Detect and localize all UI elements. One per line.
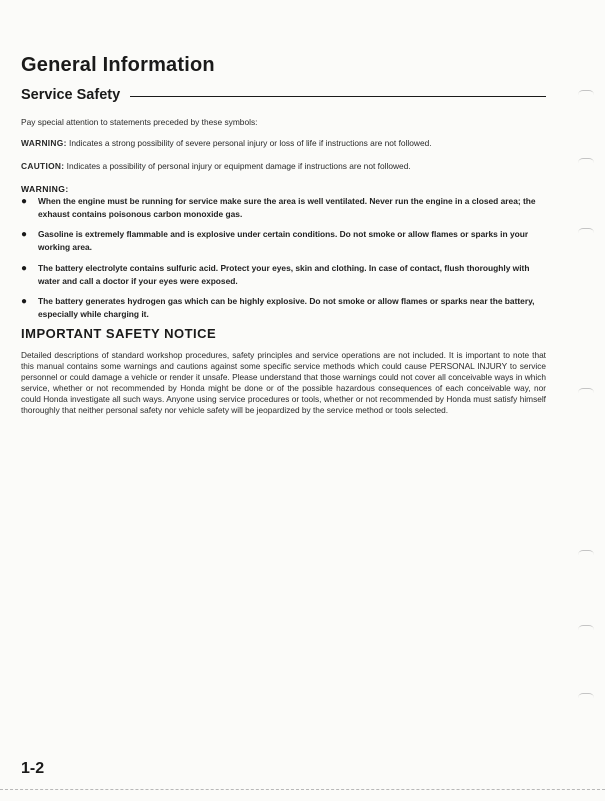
warning-heading: WARNING: (21, 184, 69, 194)
warning-item-text: The battery electrolyte contains sulfuric acid. Protect your eyes, skin and clothing. In case of contact, flush thoroughly with water and call a doctor if your eyes were exposed. (38, 263, 530, 286)
binding-hole-mark (578, 625, 594, 630)
page-title: General Information (21, 54, 215, 76)
warning-definition-text: Indicates a strong possibility of severe personal injury or loss of life if instructions are not followed. (69, 138, 432, 148)
binding-hole-mark (578, 388, 594, 393)
warning-item-electrolyte (21, 262, 546, 288)
section-header (21, 85, 546, 105)
warning-item-gasoline (21, 228, 546, 254)
section-rule (130, 96, 546, 97)
binding-hole-mark (578, 550, 594, 555)
binding-hole-mark (578, 228, 594, 233)
warning-item-text: Gasoline is extremely flammable and is explosive under certain conditions. Do not smoke or allow flames or sparks in your working area. (38, 229, 529, 252)
warning-label: WARNING: (21, 138, 67, 148)
bullet-icon: ● (21, 229, 28, 240)
notice-text: Detailed descriptions of standard workshop procedures, safety principles and service operations are not included. It is important to note that this manual contains some warnings and cautions against some specific service methods which could cause PERSONAL INJURY to service personnel or could damage a vehicle or render it unsafe. Please understand that those warnings could not cover all conceivable ways in which service, whether or not recommended by Honda might be done or of the possible hazardous consequences of each conceivable way, nor could Honda investigate all such ways. Anyone using service procedures or tools, whether or not recommended by Honda must satisfy himself thoroughly that neither personal safety nor vehicle safety will be jeopardized by the service method or tools selected. (21, 350, 546, 416)
warning-item-ventilation (21, 195, 546, 221)
binding-hole-mark (578, 90, 594, 95)
caution-label: CAUTION: (21, 161, 65, 171)
bottom-rule (0, 789, 605, 790)
warning-item-text: When the engine must be running for service make sure the area is well ventilated. Never run the engine in a closed area; the exhaust contains poisonous carbon monoxide gas. (38, 196, 536, 219)
warning-definition (21, 137, 546, 150)
bullet-icon: ● (21, 263, 28, 274)
caution-definition (21, 160, 546, 173)
caution-definition-text: Indicates a possibility of personal injury or equipment damage if instructions are not followed. (66, 161, 411, 171)
binding-hole-mark (578, 158, 594, 163)
warning-item-hydrogen (21, 295, 546, 321)
warning-item-text: The battery generates hydrogen gas which can be highly explosive. Do not smoke or allow flames or sparks near the battery, especially while charging it. (38, 296, 535, 319)
bullet-icon: ● (21, 196, 28, 207)
section-title: Service Safety (21, 87, 121, 103)
notice-heading: IMPORTANT SAFETY NOTICE (21, 326, 217, 341)
binding-hole-mark (578, 693, 594, 698)
intro-text: Pay special attention to statements preceded by these symbols: (21, 117, 258, 127)
bullet-icon: ● (21, 296, 28, 307)
page-number: 1-2 (21, 760, 45, 777)
